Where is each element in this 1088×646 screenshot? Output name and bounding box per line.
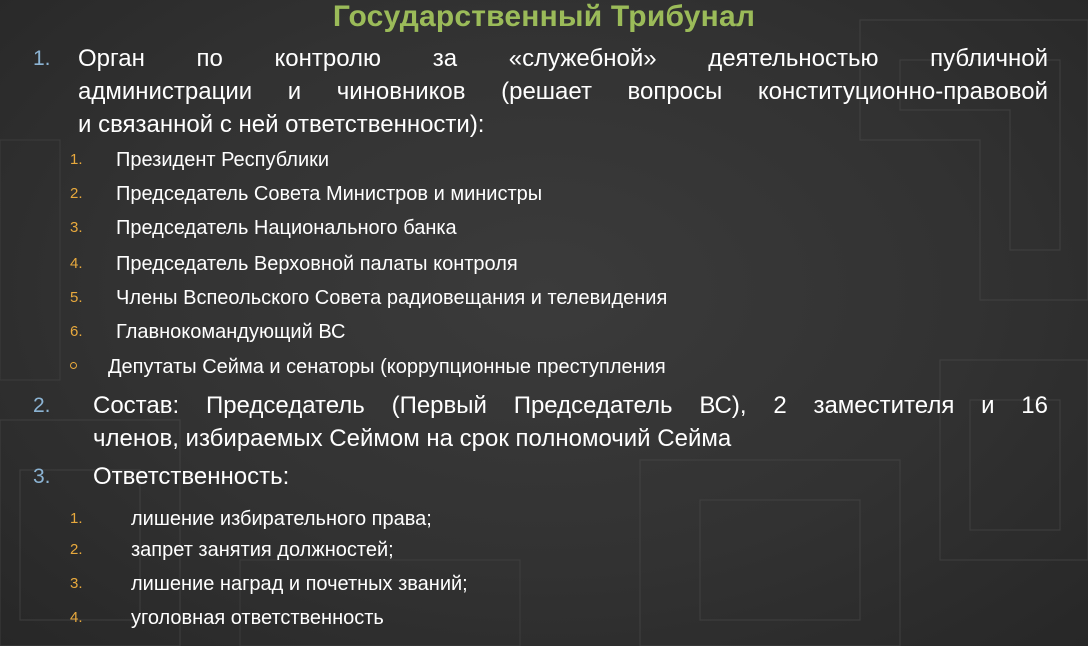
sub-item-number: 6.	[70, 323, 83, 340]
sub-item	[70, 315, 870, 349]
sub-item-text: Председатель Совета Министров и министры	[116, 183, 543, 205]
sub-item	[70, 567, 870, 601]
list-item-3-number	[33, 460, 73, 493]
sub-item-number: 5.	[70, 289, 83, 306]
sub-item	[70, 281, 870, 315]
text-line: Ответственность:	[93, 463, 290, 490]
sub-item	[70, 211, 870, 245]
sub-item-text: Президент Республики	[116, 149, 330, 171]
sub-item-text: Члены Вспеольского Совета радиовещания и телевидения	[116, 287, 668, 309]
circle-bullet-icon	[70, 362, 77, 369]
sub-item-text: лишение наград и почетных званий;	[131, 573, 468, 595]
sub-item-number: 4.	[70, 255, 83, 272]
list-item-2-number	[33, 389, 73, 422]
sub-item	[70, 502, 870, 536]
sub-item	[70, 143, 870, 177]
bullet-sub-item	[70, 350, 870, 384]
list-item-3-text	[93, 460, 1048, 493]
sub-item	[70, 247, 870, 281]
sub-item-number: 3.	[70, 575, 83, 592]
text-line: Орган по контролю за «служебной» деятельностью публичной	[78, 45, 1048, 72]
sub-item	[70, 601, 870, 635]
sub-item-text: запрет занятия должностей;	[131, 539, 394, 561]
sub-item-number: 3.	[70, 219, 83, 236]
sub-item-number: 2.	[70, 541, 83, 558]
sub-item-text: Депутаты Сейма и сенаторы (коррупционные преступления	[108, 356, 666, 378]
sub-item-text: Главнокомандующий ВС	[116, 321, 346, 343]
text-line: и связанной с ней ответственности):	[78, 111, 485, 138]
text-line: членов, избираемых Сеймом на срок полномочий Сейма	[93, 425, 732, 452]
sub-item-text: Председатель Верховной палаты контроля	[116, 253, 518, 275]
list-item-2-text	[93, 389, 1048, 455]
sub-item-number: 1.	[70, 510, 83, 527]
list-item-1-number	[33, 42, 73, 75]
sub-item-text: лишение избирательного права;	[131, 508, 432, 530]
list-number: 2.	[33, 394, 51, 417]
list-item-1-text	[78, 42, 1048, 141]
sub-item-number: 1.	[70, 151, 83, 168]
sub-item-text: уголовная ответственность	[131, 607, 384, 629]
list-number: 1.	[33, 47, 51, 70]
sub-item-number: 4.	[70, 609, 83, 626]
sub-item	[70, 533, 870, 567]
text-line: администрации и чиновников (решает вопросы конституционно-правовой	[78, 78, 1048, 105]
sub-item-text: Председатель Национального банка	[116, 217, 457, 239]
list-number: 3.	[33, 465, 51, 488]
sub-item	[70, 177, 870, 211]
slide-title: Государственный Трибунал	[332, 0, 756, 33]
text-line: Состав: Председатель (Первый Председатель ВС), 2 заместителя и 16	[93, 392, 1048, 419]
sub-item-number: 2.	[70, 185, 83, 202]
